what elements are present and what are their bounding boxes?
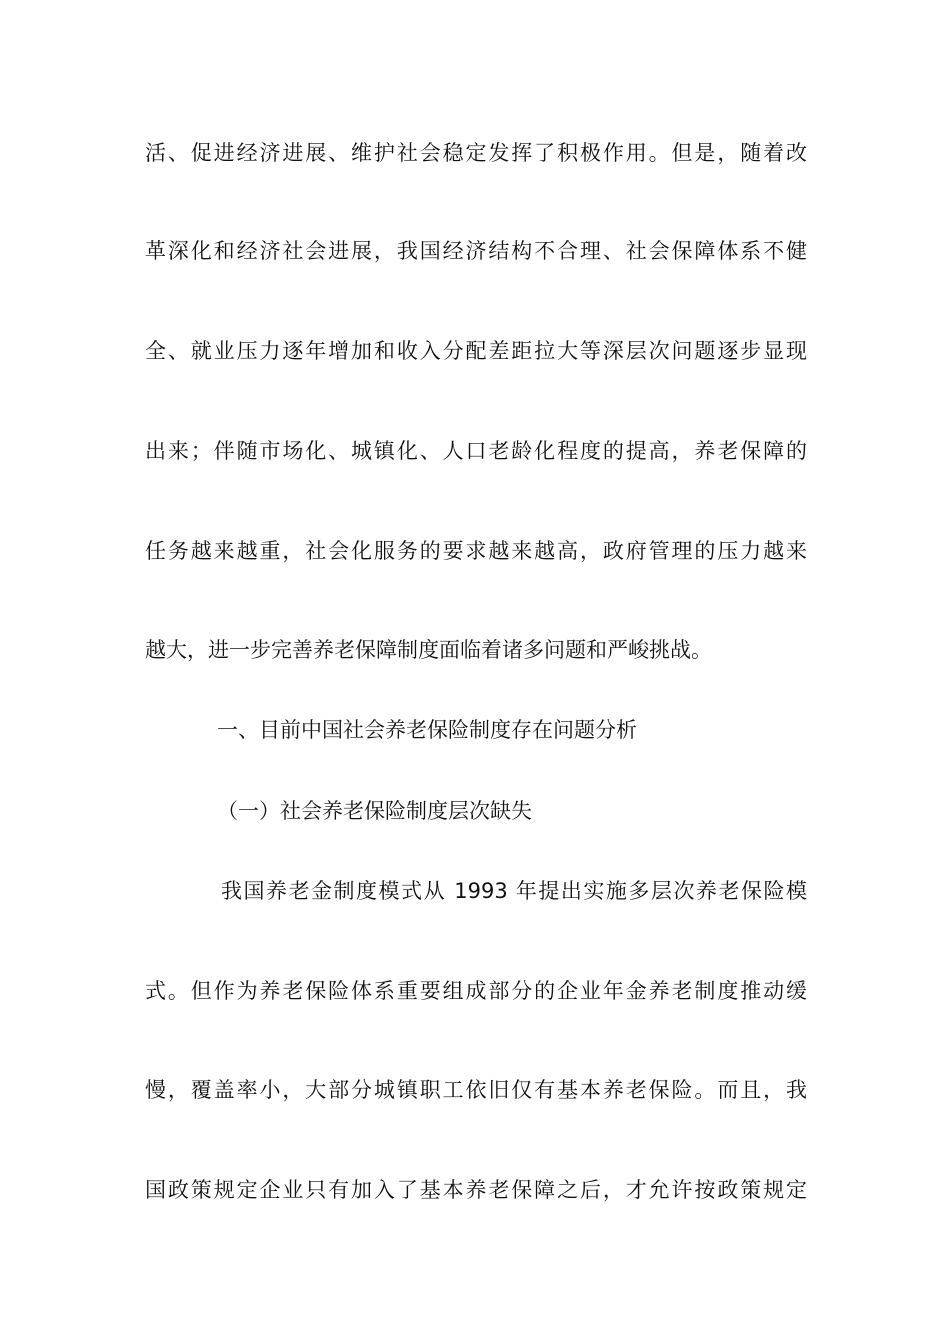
paragraph-2-line-4: 国政策规定企业只有加入了基本养老保障之后，才允许按政策规定 [145,1178,807,1202]
paragraph-1-line-2: 革深化和经济社会进展，我国经济结构不合理、社会保障体系不健 [145,239,807,263]
paragraph-1-line-3: 全、就业压力逐年增加和收入分配差距拉大等深层次问题逐步显现 [145,339,807,363]
subsection-heading: （一）社会养老保险制度层次缺失 [217,799,532,823]
section-heading: 一、目前中国社会养老保险制度存在问题分析 [217,718,637,742]
paragraph-1-line-5: 任务越来越重，社会化服务的要求越来越高，政府管理的压力越来 [145,539,807,563]
paragraph-1-line-4: 出来；伴随市场化、城镇化、人口老龄化程度的提高，养老保障的 [145,439,807,463]
paragraph-1-line-1: 活、促进经济进展、维护社会稳定发挥了积极作用。但是，随着改 [145,141,807,165]
paragraph-1-line-6: 越大，进一步完善养老保障制度面临着诸多问题和严峻挑战。 [145,638,712,662]
paragraph-2-line-3: 慢，覆盖率小，大部分城镇职工依旧仅有基本养老保险。而且，我 [145,1078,807,1102]
paragraph-2-line-1: 我国养老金制度模式从 1993 年提出实施多层次养老保险模 [221,879,807,903]
paragraph-2-line-2: 式。但作为养老保险体系重要组成部分的企业年金养老制度推动缓 [145,979,807,1003]
